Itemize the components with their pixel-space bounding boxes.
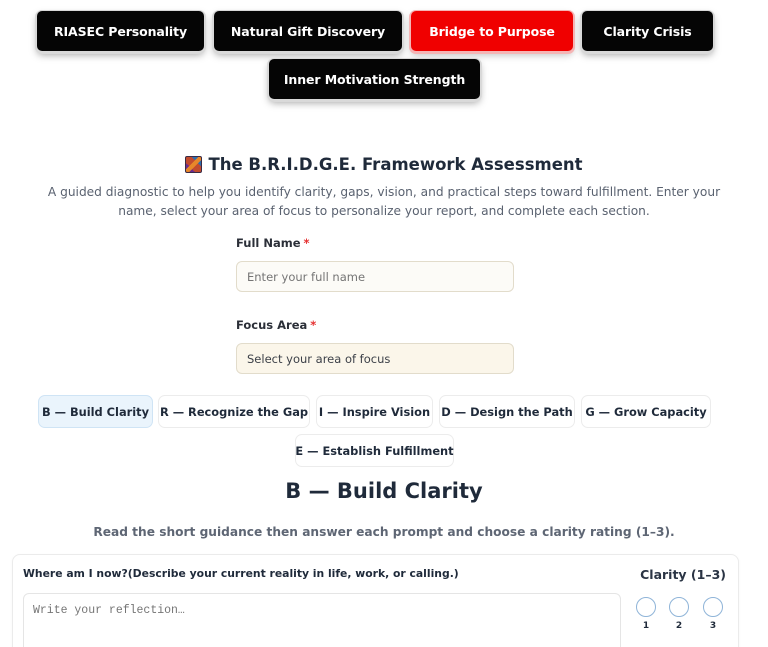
page-title-text: The B.R.I.D.G.E. Framework Assessment bbox=[208, 155, 583, 174]
clarity-rating-label: Clarity (1–3) bbox=[640, 567, 726, 582]
section-guidance: Read the short guidance then answer each prompt and choose a clarity rating (1–3). bbox=[93, 525, 675, 539]
section-title: B — Build Clarity bbox=[285, 479, 483, 503]
section-tab-grow-capacity[interactable]: G — Grow Capacity bbox=[581, 395, 711, 428]
clarity-option-label: 1 bbox=[642, 621, 650, 631]
clarity-radio-3[interactable] bbox=[703, 597, 723, 617]
clarity-option-label: 3 bbox=[709, 621, 717, 631]
tab-riasec-personality[interactable]: RIASEC Personality bbox=[37, 11, 204, 51]
section-tab-recognize-the-gap[interactable]: R — Recognize the Gap bbox=[158, 395, 310, 428]
page-description: A guided diagnostic to help you identify clarity, gaps, vision, and practical steps toward fulfillment. Enter your name, select your area of focus to personalize your report, and complete each section. bbox=[47, 185, 721, 218]
focus-area-value: Select your area of focus bbox=[247, 351, 391, 366]
required-marker: * bbox=[303, 236, 310, 250]
tab-clarity-crisis[interactable]: Clarity Crisis bbox=[582, 11, 713, 51]
clarity-option-label: 2 bbox=[675, 621, 683, 631]
clarity-radio-2[interactable] bbox=[669, 597, 689, 617]
clarity-radio-1[interactable] bbox=[636, 597, 656, 617]
focus-area-label: Focus Area * bbox=[236, 318, 317, 332]
page-title bbox=[185, 155, 582, 174]
page-header bbox=[0, 155, 768, 177]
focus-area-select[interactable] bbox=[236, 343, 514, 374]
required-marker: * bbox=[310, 318, 317, 332]
question-card bbox=[12, 554, 739, 647]
full-name-input[interactable] bbox=[236, 261, 514, 292]
section-tab-build-clarity[interactable]: B — Build Clarity bbox=[38, 395, 153, 428]
bridge-emoji-icon bbox=[185, 156, 202, 173]
tab-bridge-to-purpose[interactable]: Bridge to Purpose bbox=[411, 11, 573, 51]
section-tab-establish-fulfillment[interactable]: E — Establish Fulfillment bbox=[295, 434, 454, 467]
question-prompt: Where am I now?(Describe your current reality in life, work, or calling.) bbox=[23, 567, 459, 580]
section-tab-inspire-vision[interactable]: I — Inspire Vision bbox=[316, 395, 433, 428]
tab-natural-gift-discovery[interactable]: Natural Gift Discovery bbox=[214, 11, 402, 51]
section-tab-design-the-path[interactable]: D — Design the Path bbox=[439, 395, 575, 428]
reflection-textarea[interactable] bbox=[23, 593, 621, 647]
tab-inner-motivation-strength[interactable]: Inner Motivation Strength bbox=[269, 59, 480, 99]
full-name-label: Full Name * bbox=[236, 236, 310, 250]
